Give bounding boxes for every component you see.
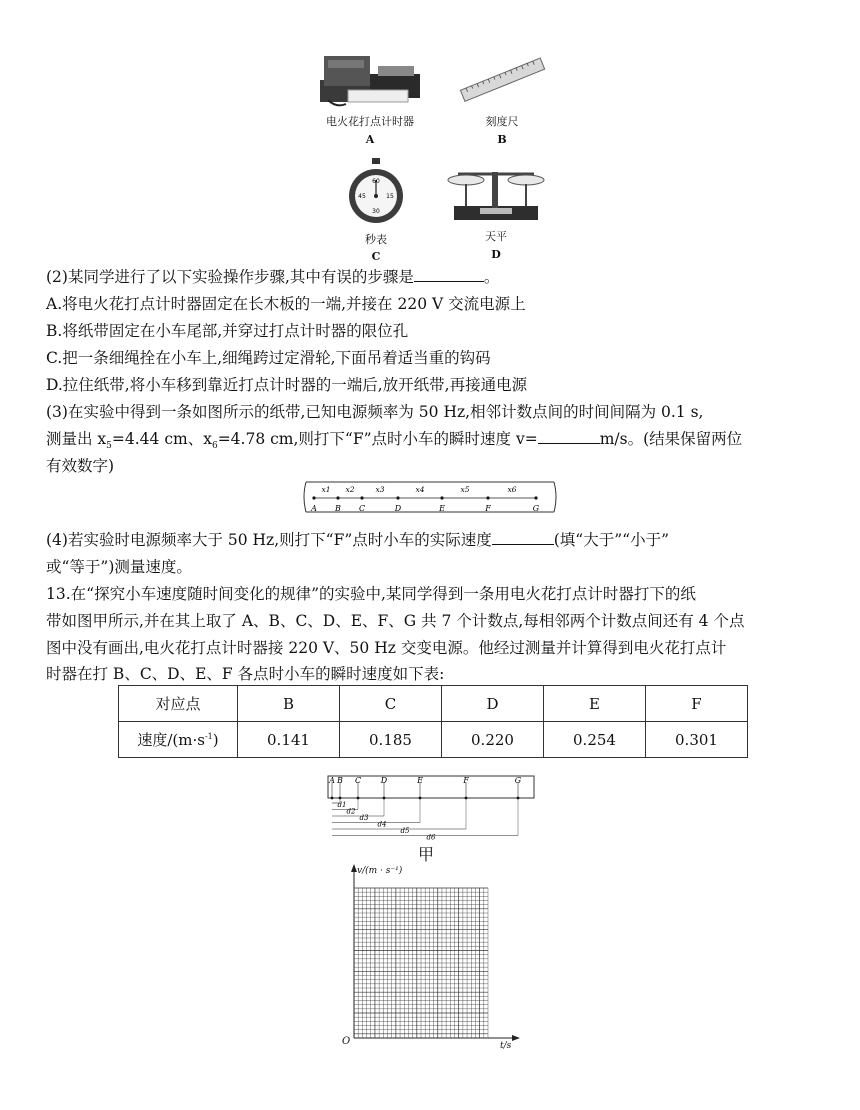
q4-text-a: (4)若实验时电源频率大于 50 Hz,则打下“F”点时小车的实际速度 [46,531,492,549]
q13-line1: 13.在“探究小车速度随时间变化的规律”的实验中,某同学得到一条用电火花打点计时器打下的纸 [46,585,696,603]
q4-line1 [46,530,669,551]
jia-point-label: E [417,776,423,785]
jia-point-label: C [354,776,362,785]
jia-point-label: A [329,776,335,785]
q3-text-d: m/s。(结果保留两位 [599,430,743,448]
tape1-segment-label: x2 [345,485,355,494]
table-cell-speed: 0.254 [544,722,646,758]
jia-dimension-label: d1 [337,801,347,809]
paper-tape-diagram [300,480,560,516]
row-label-text: 速度/(m·s [137,731,205,749]
jia-dot [331,797,334,800]
spark-timer-caption: 电火花打点计时器 [326,115,414,128]
q2-stem [46,267,499,288]
table-header-label: 对应点 [119,686,238,722]
balance-image [444,160,548,222]
speed-table [118,685,748,758]
table-header-point: D [442,686,544,722]
spark-timer-image [318,50,422,108]
q13-line2: 带如图甲所示,并在其上取了 A、B、C、D、E、F、G 共 7 个计数点,每相邻两个计数点间还有 4 个点 [46,612,745,630]
jia-point-label: F [463,776,469,785]
q3-line3: 有效数字) [46,457,115,475]
graph-y-label: v/(m · s⁻¹) [357,866,403,876]
stopwatch-letter: C [371,250,381,263]
tape1-segment-label: x5 [460,485,470,494]
tape1-point-label: E [439,504,445,513]
q3-line2 [46,429,742,457]
row-label-superscript: -1 [204,732,213,741]
svg-text:30: 30 [372,208,380,215]
jia-point-label: G [514,776,522,785]
figure-jia-label: 甲 [418,845,435,864]
vt-graph [340,862,520,1062]
stopwatch-image [346,158,406,224]
stopwatch-caption: 秒表 [365,233,387,246]
tape1-segment-label: x6 [507,485,517,494]
q4-text-b: (填“大于”“小于” [553,531,669,549]
q3-line1: (3)在实验中得到一条如图所示的纸带,已知电源频率为 50 Hz,相邻计数点间的时间间隔为 0.1 s, [46,403,704,421]
q3-text-c: =4.78 cm,则打下“F”点时小车的瞬时速度 v= [217,430,538,448]
table-header-point: C [340,686,442,722]
table-cell-speed: 0.141 [238,722,340,758]
table-row [119,722,748,758]
tape1-point-label: B [335,504,341,513]
tape1-segment-label: x1 [321,485,331,494]
graph-origin-label: O [342,1036,351,1047]
table-header-point: B [238,686,340,722]
ruler-image [458,56,546,106]
svg-text:60: 60 [372,178,380,185]
q2-answer-blank[interactable] [414,267,484,282]
table-header-row [119,686,748,722]
q3-answer-blank[interactable] [538,429,600,444]
svg-text:15: 15 [386,193,394,200]
tape1-point-label: G [532,504,540,513]
jia-point-label: D [380,776,388,785]
graph-x-label: t/s [500,1041,512,1051]
ruler-letter: B [497,133,507,146]
x-axis-arrow-icon [512,1035,520,1041]
q13-line3: 图中没有画出,电火花打点计时器接 220 V、50 Hz 交变电源。他经过测量并计算得到电火花打点计 [46,639,727,657]
tape1-point-label: F [485,504,491,513]
q4-answer-blank[interactable] [492,530,554,545]
q2-stem-end: 。 [483,268,500,286]
table-row-label [119,722,238,758]
tape1-segment-label: x3 [375,485,385,494]
jia-dimension-label: d6 [426,833,436,842]
tape1-point-label: A [311,504,317,513]
jia-dimension-label: d4 [377,820,387,829]
table-cell-speed: 0.301 [646,722,748,758]
q2-option-d: D.拉住纸带,将小车移到靠近打点计时器的一端后,放开纸带,再接通电源 [46,376,528,394]
svg-text:45: 45 [358,193,366,200]
q13-line4: 时器在打 B、C、D、E、F 各点时小车的瞬时速度如下表: [46,665,445,683]
q3-text-b: =4.44 cm、x [111,430,212,448]
q2-stem-text: (2)某同学进行了以下实验操作步骤,其中有误的步骤是 [46,268,414,286]
tape1-point-label: C [358,504,366,513]
table-header-point: F [646,686,748,722]
jia-point-label: B [337,776,343,785]
q2-option-b: B.将纸带固定在小车尾部,并穿过打点计时器的限位孔 [46,322,409,340]
tape1-point-label: D [394,504,402,513]
jia-dimension-label: d2 [346,807,356,816]
jia-dimension-label: d5 [400,827,410,835]
q4-line2: 或“等于”)测量速度。 [46,558,192,576]
figure-jia-tape [320,772,540,844]
q3-text-a: 测量出 x [46,430,107,448]
jia-dimension-label: d3 [359,814,369,822]
table-cell-speed: 0.185 [340,722,442,758]
row-label-close: ) [212,731,219,749]
table-header-point: E [544,686,646,722]
ruler-caption: 刻度尺 [485,115,519,128]
x6-subscript: 6 [211,441,218,452]
balance-caption: 天平 [485,230,507,243]
q2-option-c: C.把一条细绳拴在小车上,细绳跨过定滑轮,下面吊着适当重的钩码 [46,349,491,367]
table-cell-speed: 0.220 [442,722,544,758]
balance-letter: D [491,248,501,261]
x5-subscript: 5 [106,441,112,452]
tape1-segment-label: x4 [415,485,425,494]
q2-option-a: A.将电火花打点计时器固定在长木板的一端,并接在 220 V 交流电源上 [46,295,526,313]
spark-timer-letter: A [365,133,375,146]
